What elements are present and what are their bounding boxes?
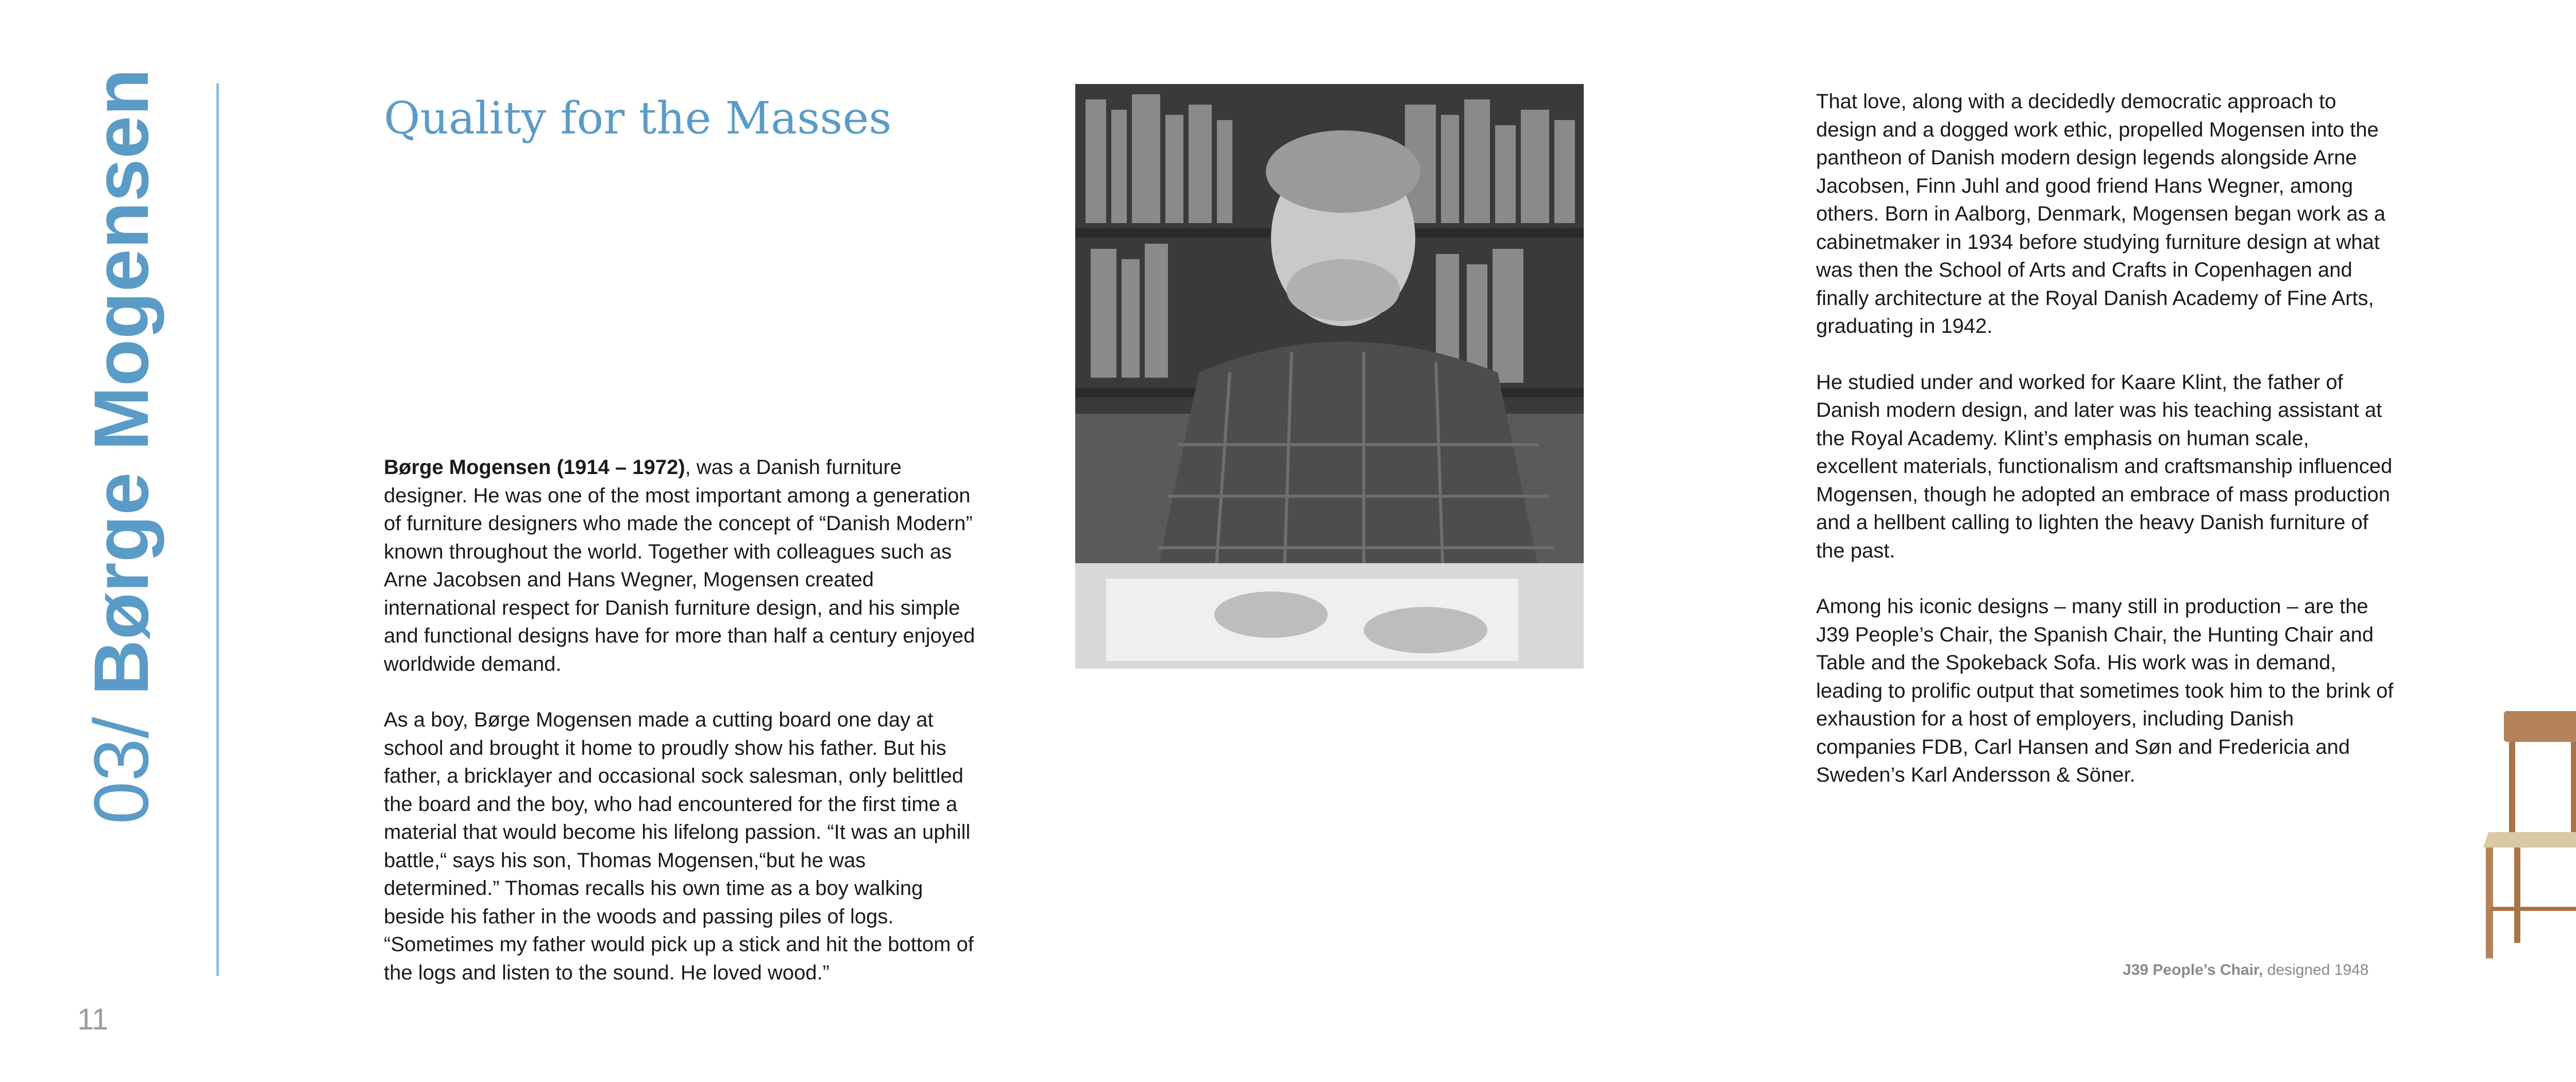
j39-chair-name: J39 People’s Chair, <box>2123 961 2263 978</box>
designs-paragraph: Among his iconic designs – many still in production – are the J39 People’s Chair, the Spanish Chair, the Hunting Chair and Table and the Spokeback Sofa. His work was in demand, leading to prolific output that sometimes took him to the brink of exhaustion for a host of employers, including Danish companies FDB, Carl Hansen and Søn and Fredericia and Sweden’s Karl Andersson & Söner. <box>1816 595 2394 786</box>
j39-chair-year: designed 1948 <box>2263 961 2369 978</box>
j39-chair-illustration-1 <box>2473 706 2576 963</box>
klint-paragraph: He studied under and worked for Kaare Klint, the father of Danish modern design, and later was his teaching assistant at the Royal Academy. Klint’s emphasis on human scale, excellent materials, functionalism and craftsmanship influenced Mogensen, though he adopted an embrace of mass production and a hellbent calling to lighten the heavy Danish furniture of the past. <box>1816 370 2393 562</box>
intro-years: (1914 – 1972) <box>551 456 685 479</box>
j39-chair-caption <box>2123 961 2369 979</box>
intro-text: , was a Danish furniture designer. He was one of the most important among a generation of furniture designers who made the concept of “Danish Modern” known throughout the world. Together with colleagues such as Arne Jacobsen and Hans Wegner, Mogensen created international respect for Danish furniture design, and his simple and functional designs have for more than half a century enjoyed worldwide demand. <box>384 456 975 675</box>
page-number-left: 11 <box>77 1003 109 1036</box>
career-paragraph: That love, along with a decidedly democratic approach to design and a dogged work ethic, propelled Mogensen into the pantheon of Danish modern design legends alongside Arne Jacobsen, Finn Juhl and good friend Hans Wegner, among others. Born in Aalborg, Denmark, Mogensen began work as a cabinetmaker in 1934 before studying furniture design at what was then the School of Arts and Crafts in Copenhagen and finally architecture at the Royal Danish Academy of Fine Arts, graduating in 1942. <box>1816 90 2386 337</box>
left-column-text <box>384 453 979 987</box>
chapter-name: Børge Mogensen <box>78 69 164 696</box>
childhood-paragraph: As a boy, Børge Mogensen made a cutting board one day at school and brought it home to proudly show his father. But his father, a bricklayer and occasional sock salesman, only belittled the board and the boy, who had encountered for the first time a material that would become his lifelong passion. “It was an uphill battle,“ says his son, Thomas Mogensen,“but he was determined.” Thomas recalls his own time as a boy walking beside his father in the woods and passing piles of logs. “Sometimes my father would pick up a stick and hit the bottom of the logs and listen to the sound. He loved wood.” <box>384 708 974 984</box>
chapter-title-vertical <box>72 52 170 824</box>
page-heading: Quality for the Masses <box>384 93 892 144</box>
portrait-photo <box>1075 84 1584 669</box>
j39-chair-front-three-quarter <box>2473 706 2576 963</box>
vertical-divider <box>216 83 219 976</box>
right-column-text <box>1816 88 2396 789</box>
intro-name: Børge Mogensen <box>384 456 551 479</box>
portrait-illustration <box>1075 84 1584 669</box>
chapter-number: 03/ <box>78 717 164 824</box>
intro-paragraph <box>384 453 979 678</box>
